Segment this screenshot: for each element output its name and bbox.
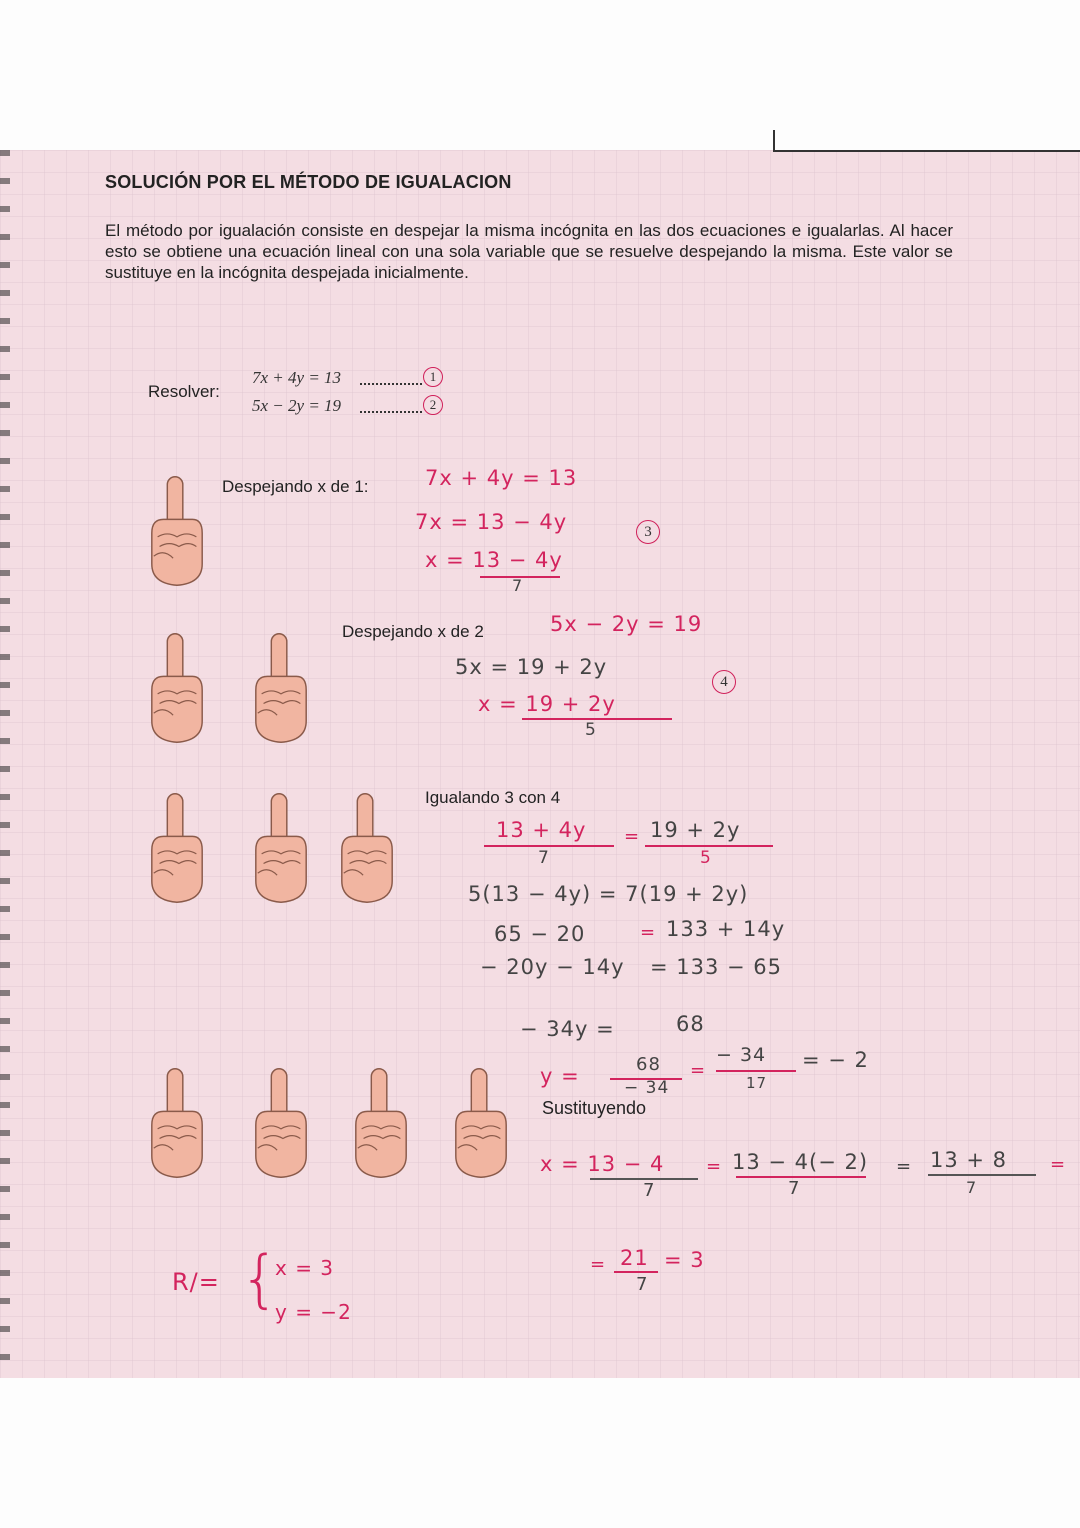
step2-den: 5 [585,720,597,740]
step3-line3-left: 65 − 20 [494,922,586,946]
step4-right-den: 7 [966,1178,978,1197]
dotted-leader [360,383,422,385]
page-divider [773,130,775,152]
one-finger-hand-icon [146,473,208,591]
step1-line1: 7x + 4y = 13 [425,466,578,490]
step3-line2: 5(13 − 4y) = 7(19 + 2y) [468,882,749,906]
step2-label: Despejando x de 2 [342,622,484,641]
step2-line2: 5x = 19 + 2y [455,655,608,679]
step4-final-den: 7 [636,1274,649,1295]
step2-line1: 5x − 2y = 19 [550,612,703,636]
resolver-label: Resolver: [148,382,220,401]
step3-right-den: 5 [700,848,712,868]
hand-icon [146,630,208,748]
step4-eq2: = [896,1156,913,1177]
hand-icon [450,1065,512,1183]
answer-y: y = −2 [275,1300,352,1324]
step4-final-num: 21 [620,1246,649,1270]
step3-left-den: 7 [538,848,550,868]
step3-label: Igualando 3 con 4 [425,788,561,807]
step4-right: 13 + 8 [930,1148,1008,1172]
step3-line4-left: − 20y − 14y [480,955,625,979]
fraction-bar [614,1271,658,1273]
step3-line5-right: 68 [676,1012,705,1036]
step3-y-num: 68 [636,1054,661,1075]
fraction-bar [645,845,773,847]
hand-icon [250,790,312,908]
step4-final-result: = 3 [664,1248,705,1272]
hand-icon [350,1065,412,1183]
step4-eq: = [706,1156,723,1177]
dotted-leader [360,411,422,413]
step4-x-part: x = 13 − 4 [540,1152,665,1176]
page-divider [775,150,1080,152]
equation-1: 7x + 4y = 13 [252,368,342,387]
step3-eq2: = [690,1060,707,1081]
step3-line3-eq: = [640,922,657,943]
fraction-bar [522,718,672,720]
equation-2-number: 2 [423,395,443,415]
step1-line2: 7x = 13 − 4y [415,510,568,534]
step2-tag: 4 [712,670,736,694]
step3-y-result: = − 2 [802,1048,869,1072]
hand-icon [336,790,398,908]
answer-prefix: R/= [172,1268,220,1296]
step3-y-den2: 17 [746,1074,768,1092]
step3-right-num: 19 + 2y [650,818,741,842]
step3-line3-right: 133 + 14y [666,917,786,941]
step4-mid: 13 − 4(− 2) [732,1150,869,1174]
fraction-bar [928,1174,1036,1176]
step3-left-num: 13 + 4y [496,818,587,842]
answer-x: x = 3 [275,1256,335,1280]
step1-label: Despejando x de 1: [222,477,369,496]
step3-y-den: − 34 [624,1078,670,1098]
step3-eq: = [624,826,641,847]
fraction-bar [716,1070,796,1072]
step1-den: 7 [512,576,524,595]
hand-icon [146,1065,208,1183]
answer-brace: { [240,1242,281,1315]
page-title: SOLUCIÓN POR EL MÉTODO DE IGUALACION [105,172,512,192]
fraction-bar [736,1176,866,1178]
step4-final-eq: = [590,1254,607,1275]
step2-line3: x = 19 + 2y [478,692,616,716]
intro-paragraph: El método por igualación consiste en despejar la misma incógnita en las dos ecuaciones e igualarlas. Al hacer esto se obtiene una ecuación lineal con una sola variable que se resuelve despejando la misma. Este valor se sustituye en la incógnita despejada inicialmente. [105,221,953,282]
spiral-binding [0,150,10,1378]
step4-mid-den: 7 [788,1178,801,1199]
step1-tag: 3 [636,520,660,544]
step3-y-label: y = [540,1064,580,1088]
step4-x-den: 7 [643,1180,656,1201]
step4-label: Sustituyendo [542,1098,647,1118]
step4-eq3: = [1050,1154,1067,1175]
hand-icon [250,630,312,748]
notebook-page [0,150,1080,1378]
step3-y-num2: − 34 [716,1044,767,1066]
hand-icon [250,1065,312,1183]
step1-line3: x = 13 − 4y [425,548,563,572]
equation-1-number: 1 [423,367,443,387]
step3-line4-right: = 133 − 65 [650,955,783,979]
fraction-bar [484,845,614,847]
hand-icon [146,790,208,908]
equation-2: 5x − 2y = 19 [252,396,342,415]
step3-line5-left: − 34y = [520,1017,615,1041]
